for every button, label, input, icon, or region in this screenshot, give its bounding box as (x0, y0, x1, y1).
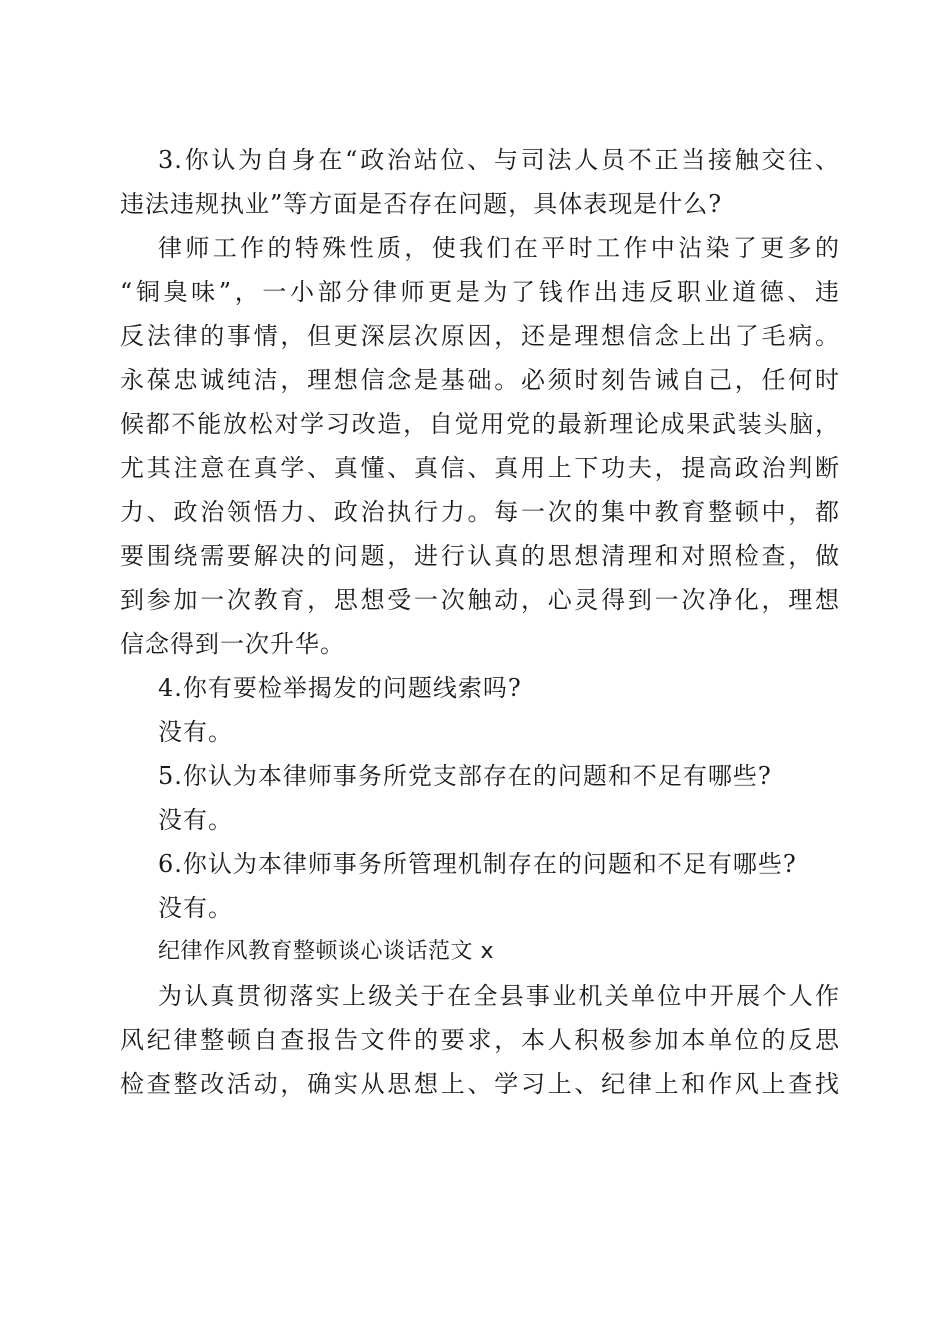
answer-3-line-8: 要围绕需要解决的问题，进行认真的思想清理和对照检查，做 (120, 542, 840, 570)
answer-3-line-3: 反法律的事情，但更深层次原因，还是理想信念上出了毛病。 (120, 322, 840, 350)
answer-3-line-10: 信念得到一次升华。 (120, 630, 345, 658)
answer-3-line-2: “铜臭味”，一小部分律师更是为了钱作出违反职业道德、违 (120, 278, 840, 306)
essay-line-1: 为认真贯彻落实上级关于在全县事业机关单位中开展个人作 (158, 982, 840, 1010)
document-body (120, 138, 840, 1106)
answer-3-line-1: 律师工作的特殊性质，使我们在平时工作中沾染了更多的 (158, 234, 840, 262)
essay-line-2: 风纪律整顿自查报告文件的要求，本人积极参加本单位的反思 (120, 1026, 840, 1054)
answer-5: 没有。 (158, 806, 233, 834)
essay-line-3: 检查整改活动，确实从思想上、学习上、纪律上和作风上查找 (120, 1070, 840, 1098)
question-3-line-2: 违法违规执业”等方面是否存在问题，具体表现是什么? (120, 190, 723, 218)
question-4: 4.你有要检举揭发的问题线索吗? (158, 674, 522, 702)
question-5: 5.你认为本律师事务所党支部存在的问题和不足有哪些? (158, 762, 772, 790)
answer-3-line-6: 尤其注意在真学、真懂、真信、真用上下功夫，提高政治判断 (120, 454, 840, 482)
answer-3-line-7: 力、政治领悟力、政治执行力。每一次的集中教育整顿中，都 (120, 498, 840, 526)
question-3-line-1: 3.你认为自身在“政治站位、与司法人员不正当接触交往、 (158, 146, 840, 174)
section-title: 纪律作风教育整顿谈心谈话范文 x (158, 939, 495, 964)
answer-3-line-9: 到参加一次教育，思想受一次触动，心灵得到一次净化，理想 (120, 586, 840, 614)
answer-3-line-4: 永葆忠诚纯洁，理想信念是基础。必须时刻告诫自己，任何时 (120, 366, 840, 394)
question-6: 6.你认为本律师事务所管理机制存在的问题和不足有哪些? (158, 850, 797, 878)
answer-4: 没有。 (158, 718, 233, 746)
answer-6: 没有。 (158, 894, 233, 922)
answer-3-line-5: 候都不能放松对学习改造，自觉用党的最新理论成果武装头脑， (120, 410, 840, 438)
